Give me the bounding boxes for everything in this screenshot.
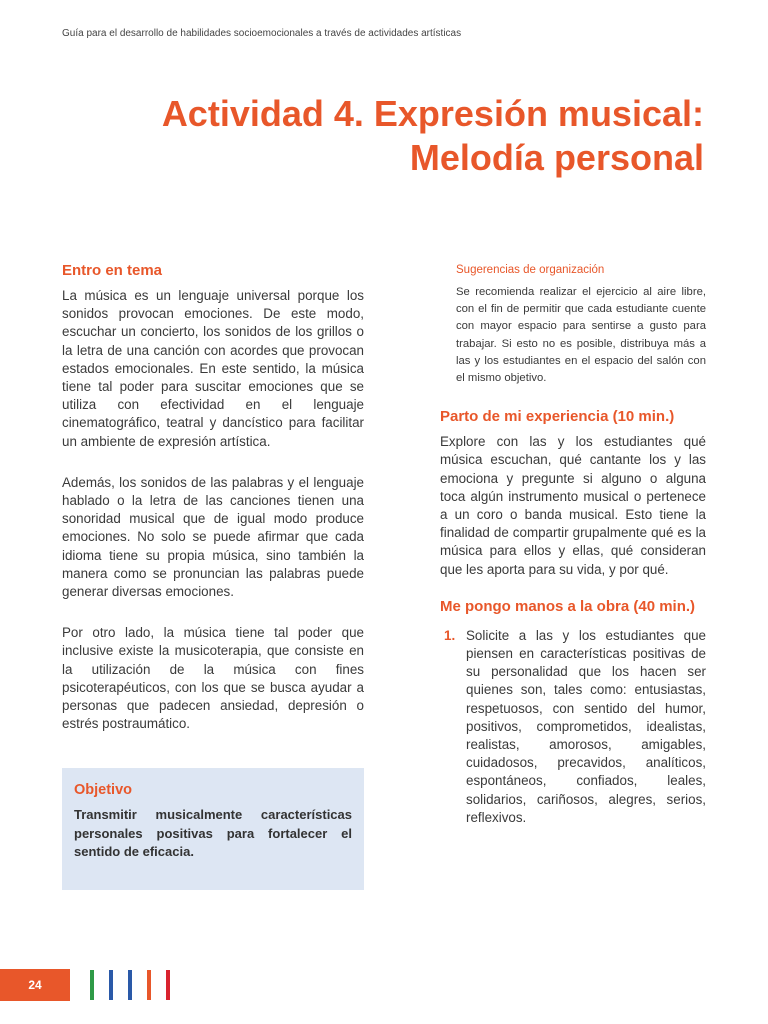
parto-heading: Parto de mi experiencia (10 min.) <box>440 408 675 426</box>
title-line-2: Melodía personal <box>409 137 704 178</box>
entro-paragraph-2: Además, los sonidos de las palabras y el lenguaje hablado o la letra de las canciones tienen una sonoridad musical que de igual modo produce emociones. No solo se puede afirmar que cada idioma tiene su propia música, sino también la manera como se pronuncian las palabras puede generar diversas emociones. <box>62 474 364 600</box>
manos-list <box>440 627 706 827</box>
objetivo-text: Transmitir musicalmente características personales positivas para fortalecer el sentido de eficacia. <box>74 807 352 859</box>
footer-stripes <box>90 970 170 1000</box>
objetivo-heading: Objetivo <box>74 782 133 798</box>
left-column <box>62 261 364 756</box>
stripe-blue-2 <box>128 970 132 1000</box>
objetivo-box <box>62 768 364 890</box>
stripe-orange <box>147 970 151 1000</box>
page-title <box>84 92 704 180</box>
entro-paragraph-1: La música es un lenguaje universal porque los sonidos provocan emociones. De este modo, escuchar un concierto, los sonidos de los grillos o la letra de una canción con acordes que provocan estados emocionales. En este sentido, la música tiene tal poder para suscitar emociones que se utiliza con efectividad en el lenguaje cinematográfico, teatral y dancístico para facilitar un ambiente de expresión artística. <box>62 288 364 449</box>
entro-paragraph-3: Por otro lado, la música tiene tal poder que inclusive existe la musicoterapia, que consiste en la utilización de la música con fines psicoterapéuticos, con los que se busca ayudar a personas que padecen ansiedad, depresión o estrés postraumático. <box>62 625 364 732</box>
list-item <box>440 627 706 827</box>
list-item-text: Solicite a las y los estudiantes que piensen en características positivas de su personalidad que los hacen ser quienes son, tales como: entusiastas, respetuosos, con sentido del humor, positivos, comprometidos, idealistas, realistas, amorosos, amigables, cuidadosos, precavidos, analíticos, espontáneos, confiados, leales, solidarios, cariñosos, alegres, serios, reflexivos. <box>466 627 706 825</box>
page-number: 24 <box>0 969 70 1001</box>
parto-text: Explore con las y los estudiantes qué música escuchan, qué cantante los y las emociona y pregunte si alguno o alguna toca algún instrumento musical o pertenece a un coro o banda musical. Esto tiene la finalidad de compartir grupalmente qué es la música para ellos y ellas, qué consideran que les aporta para su vida, y por qué. <box>440 434 706 577</box>
right-column <box>440 264 706 827</box>
running-header: Guía para el desarrollo de habilidades socioemocionales a través de actividades artísticas <box>62 28 462 39</box>
list-item-number: 1. <box>444 627 456 643</box>
stripe-blue-1 <box>109 970 113 1000</box>
title-line-1: Actividad 4. Expresión musical: <box>161 93 704 134</box>
manos-heading: Me pongo manos a la obra (40 min.) <box>440 597 696 615</box>
stripe-red <box>166 970 170 1000</box>
sugerencias-text: Se recomienda realizar el ejercicio al aire libre, con el fin de permitir que cada estudiante cuente con mayor espacio para sentirse a gusto para trabajar. Si esto no es posible, distribuya más a las y los estudiantes en el espacio del salón con el mismo objetivo. <box>456 286 706 385</box>
entro-heading: Entro en tema <box>62 262 163 279</box>
sugerencias-heading: Sugerencias de organización <box>456 264 605 276</box>
stripe-green <box>90 970 94 1000</box>
